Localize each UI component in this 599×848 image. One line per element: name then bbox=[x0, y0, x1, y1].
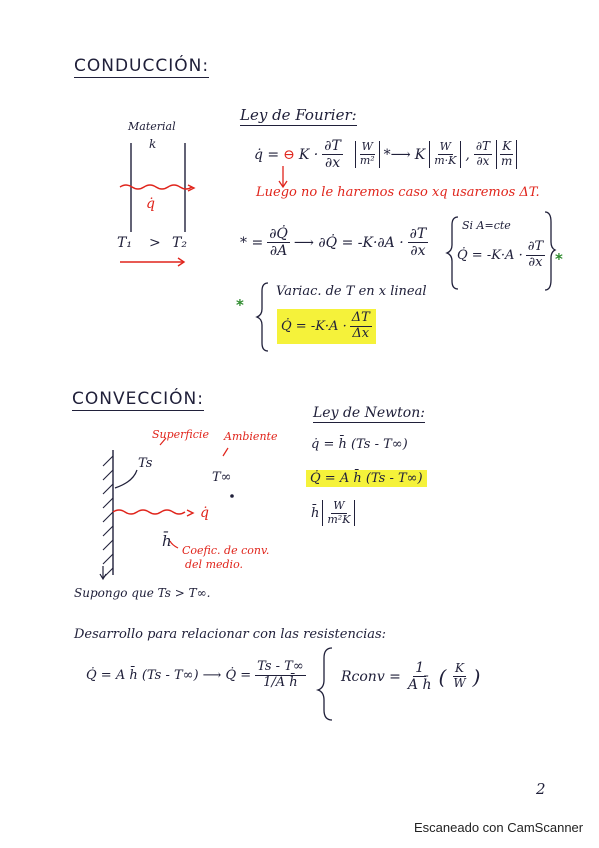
r-den: A h̄ bbox=[407, 677, 432, 694]
eq1-units-num: W bbox=[361, 140, 373, 154]
ambient-point bbox=[230, 494, 234, 498]
convection-heat-wave bbox=[113, 510, 185, 514]
convection-resistance: Rconv = $\frac{1}{\text{A h̄}}$ ( $\frac{K}{W}$ ) bbox=[341, 660, 481, 694]
ambiente-label: Ambiente bbox=[224, 430, 278, 443]
assumption-note: Supongo que Ts > T∞. bbox=[74, 586, 211, 600]
eq2-mid: ⟶ ∂Q̇ = -K·∂A · bbox=[293, 234, 404, 251]
eq2-dQ: ∂Q̇ bbox=[269, 226, 288, 242]
eq1-star-arrow: *⟶ bbox=[383, 146, 411, 163]
d-num: Ts - T∞ bbox=[257, 659, 304, 674]
cond-eq: Q̇ = -K·A · bbox=[457, 247, 523, 263]
eq1-dT: ∂T bbox=[324, 138, 341, 154]
scanner-footer: Escaneado con CamScanner bbox=[414, 820, 584, 835]
newton-eq-flux: q̇ = h̄ (Ts - T∞) bbox=[311, 437, 408, 452]
d-den: 1/A h̄ bbox=[263, 674, 298, 690]
final-num: ΔT bbox=[351, 310, 370, 325]
eq1-grad-units-num: K bbox=[502, 139, 512, 154]
eq1-comma: , bbox=[465, 146, 470, 163]
area-constant-equation bbox=[457, 240, 545, 271]
green-star-left: * bbox=[236, 296, 244, 314]
final-eq: Q̇ = -K·A · bbox=[281, 318, 347, 334]
resistance-intro: Desarrollo para relacionar con las resistencias: bbox=[74, 627, 387, 642]
tinf-label: T∞ bbox=[212, 470, 232, 485]
resistance-derivation bbox=[86, 660, 306, 691]
linear-variation-note: Variac. de T en x lineal bbox=[276, 284, 427, 299]
q-flux-label: q̇ bbox=[146, 196, 155, 212]
page-number: 2 bbox=[536, 780, 546, 798]
differential-equation bbox=[240, 226, 428, 259]
section-title-conveccion: CONVECCIÓN: bbox=[72, 389, 204, 409]
r-num: 1 bbox=[415, 660, 425, 676]
coef-label: Coefic. de conv. bbox=[182, 544, 270, 557]
brace-linear bbox=[257, 283, 268, 351]
ambiente-arrow bbox=[223, 448, 228, 456]
brace-resistance bbox=[318, 648, 332, 720]
d-eq: Q̇ = A h̄ (Ts - T∞) ⟶ Q̇ = bbox=[86, 667, 252, 683]
newton-law-title: Ley de Newton: bbox=[313, 405, 425, 421]
brace-right bbox=[545, 212, 555, 290]
r-unit-den: W bbox=[453, 676, 466, 691]
medio-label: del medio. bbox=[185, 558, 243, 571]
cond-dx: ∂x bbox=[528, 254, 543, 270]
green-star-right: * bbox=[555, 250, 563, 268]
cond-dT: ∂T bbox=[527, 239, 544, 254]
final-conduction-equation bbox=[277, 309, 376, 344]
convection-q-label: q̇ bbox=[200, 505, 209, 521]
r-unit-num: K bbox=[455, 661, 464, 676]
eq2-dA: ∂A bbox=[269, 243, 288, 260]
eq2-dT: ∂T bbox=[409, 226, 427, 242]
fourier-law-title: Ley de Fourier: bbox=[240, 106, 357, 124]
h-label: h̄ bbox=[162, 532, 172, 550]
ts-label: Ts bbox=[138, 456, 153, 471]
k-label: k bbox=[149, 137, 157, 151]
area-constant-note: Si A=cte bbox=[462, 219, 511, 232]
eq1-k-units-den: m·K bbox=[434, 154, 457, 168]
eq1-grad-units-den: m bbox=[501, 154, 513, 169]
greater-than: > bbox=[149, 235, 161, 251]
material-label: Material bbox=[128, 120, 176, 133]
eq1-k2: K bbox=[414, 146, 426, 163]
red-note-delta-t: Luego no le haremos caso xq usaremos ΔT. bbox=[256, 185, 540, 200]
section-title-conduccion: CONDUCCIÓN: bbox=[74, 56, 210, 76]
eq1-grad-num: ∂T bbox=[475, 139, 491, 154]
newton-eq-heat-rate: Q̇ = A h̄ (Ts - T∞) bbox=[306, 470, 427, 487]
ts-leader bbox=[115, 470, 137, 488]
h-units bbox=[311, 500, 355, 526]
wall-hatching bbox=[103, 456, 113, 578]
fourier-equation bbox=[254, 138, 517, 171]
eq1-lhs: q̇ = bbox=[254, 146, 280, 163]
t2-label: T₂ bbox=[172, 235, 187, 251]
superficie-label: Superficie bbox=[152, 428, 209, 441]
h-units-symbol: h̄ bbox=[311, 505, 320, 521]
eq1-k: K · bbox=[298, 146, 319, 163]
t1-label: T₁ bbox=[117, 235, 132, 251]
eq2-star: * = bbox=[240, 234, 264, 251]
eq1-dx: ∂x bbox=[324, 155, 341, 172]
eq2-dx: ∂x bbox=[410, 243, 426, 260]
h-units-den: m²K bbox=[327, 512, 351, 526]
eq1-minus: ⊖ bbox=[283, 146, 295, 163]
h-units-num: W bbox=[333, 499, 345, 512]
r-label: Rconv = bbox=[341, 668, 401, 685]
eq1-units-den: m² bbox=[359, 154, 375, 168]
final-den: Δx bbox=[352, 325, 370, 341]
eq1-k-units-num: W bbox=[439, 140, 451, 154]
eq1-grad-den: ∂x bbox=[476, 154, 490, 169]
